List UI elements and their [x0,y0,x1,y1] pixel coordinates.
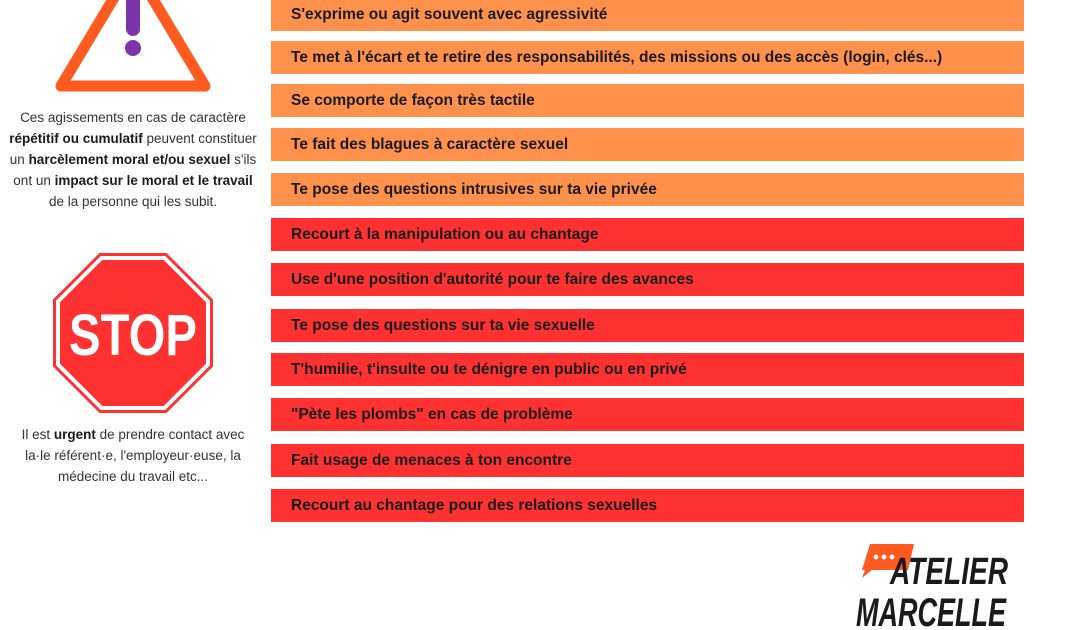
behavior-label: Se comporte de façon très tactile [291,91,535,109]
stop-label: STOP [69,303,197,368]
behavior-item [271,84,1024,117]
behavior-item [271,173,1024,206]
behavior-label: S'exprime ou agit souvent avec agressivité [291,5,608,23]
stop-sign-icon [52,252,214,414]
behavior-item [271,128,1024,161]
behavior-item [271,489,1024,522]
behavior-item [271,41,1024,74]
behavior-label: Te met à l'écart et te retire des responsabilités, des missions ou des accès (login, clés...) [291,48,943,66]
logo-line-2: MARCELLE [856,591,1007,630]
behavior-item [271,398,1024,431]
behavior-label: Te pose des questions intrusives sur ta vie privée [291,180,657,198]
behavior-label: Fait usage de menaces à ton encontre [291,451,572,469]
behavior-label: Te fait des blagues à caractère sexuel [291,135,569,153]
behavior-label: "Pète les plombs" en cas de problème [291,405,573,423]
behavior-label: Recourt à la manipulation ou au chantage [291,225,599,243]
behavior-label: Te pose des questions sur ta vie sexuelle [291,316,595,334]
urgent-contact-note: Il est urgent de prendre contact avec la·le référent·e, l'employeur·euse, la médecine du travail etc... [21,427,245,484]
behavior-label: T'humilie, t'insulte ou te dénigre en public ou en privé [291,360,687,378]
behavior-item [271,218,1024,251]
behavior-item [271,263,1024,296]
behavior-item [271,0,1024,31]
behavior-item [271,309,1024,342]
logo-line-1: ATELIER [889,551,1009,593]
harassment-definition-note: Ces agissements en cas de caractère répétitif ou cumulatif peuvent constituer un harcèlement moral et/ou sexuel s'ils ont un impact sur le moral et le travail de la personne qui les subit. [9,110,257,209]
behavior-label: Use d'une position d'autorité pour te faire des avances [291,270,694,288]
behavior-item [271,353,1024,386]
behavior-item [271,444,1024,477]
atelier-marcelle-logo [852,540,1016,630]
warning-triangle-icon [55,0,211,94]
behavior-label: Recourt au chantage pour des relations sexuelles [291,496,658,514]
